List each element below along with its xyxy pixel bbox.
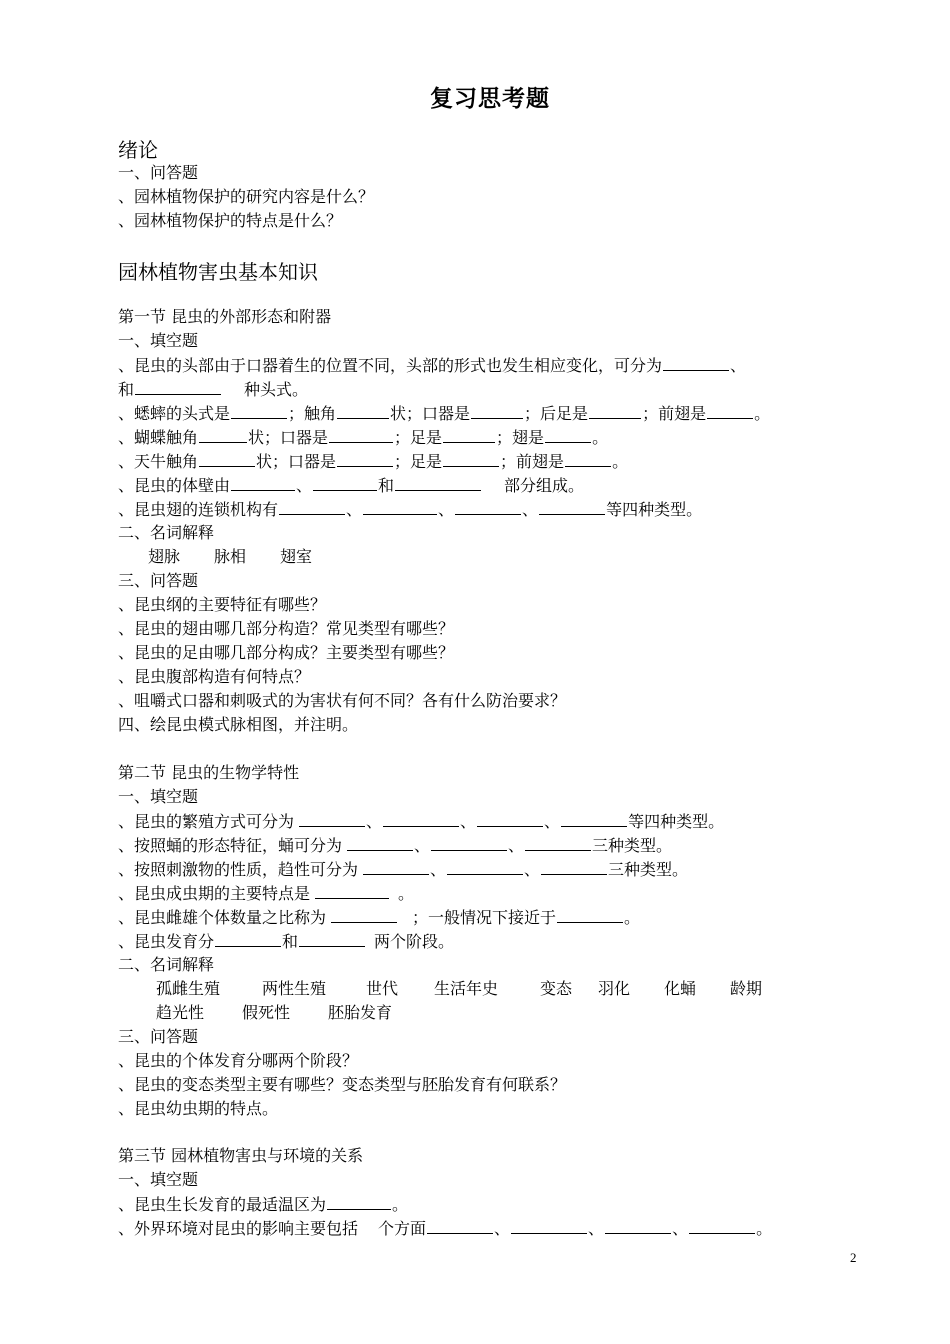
text: 、	[588, 1219, 605, 1238]
s2-question: 、昆虫幼虫期的特点。	[118, 1099, 279, 1118]
text: 、昆虫发育分	[118, 932, 215, 951]
s1-question: 、昆虫的翅由哪几部分构造？常见类型有哪些？	[118, 619, 455, 638]
answer-blank[interactable]	[545, 427, 591, 443]
term: 脉相	[214, 547, 247, 566]
term: 生活年史	[434, 979, 499, 998]
text: ；前翅是	[500, 452, 565, 471]
text: 、	[524, 860, 541, 879]
answer-blank[interactable]	[663, 355, 729, 371]
text: 状；口器是	[390, 404, 471, 423]
answer-blank[interactable]	[231, 403, 287, 419]
s2-fill-2	[118, 835, 672, 856]
text: 两个阶段。	[374, 932, 455, 951]
text: 状；口器是	[248, 428, 329, 447]
answer-blank[interactable]	[215, 931, 281, 947]
term: 胚胎发育	[328, 1003, 393, 1022]
answer-blank[interactable]	[443, 427, 495, 443]
answer-blank[interactable]	[363, 499, 437, 515]
answer-blank[interactable]	[589, 403, 641, 419]
term: 趋光性	[156, 1003, 205, 1022]
s2-fill-4	[118, 883, 414, 904]
text: 。	[612, 452, 629, 471]
term: 翅脉	[148, 547, 181, 566]
answer-blank[interactable]	[363, 859, 429, 875]
text: 。	[592, 428, 609, 447]
s2-terms-row-2	[156, 1003, 392, 1023]
s2-question: 、昆虫的变态类型主要有哪些？变态类型与胚胎发育有何联系？	[118, 1075, 567, 1094]
text: 部分组成。	[504, 476, 585, 495]
term: 孤雌生殖	[156, 979, 221, 998]
text: 。	[624, 908, 641, 927]
term: 翅室	[280, 547, 313, 566]
s3-fill-1	[118, 1194, 408, 1215]
s1-fill-1b	[118, 379, 308, 400]
answer-blank[interactable]	[443, 451, 499, 467]
s1-terms-label: 二、名词解释	[118, 523, 215, 542]
answer-blank[interactable]	[299, 811, 365, 827]
section-2-heading: 第二节 昆虫的生物学特性	[118, 763, 300, 782]
answer-blank[interactable]	[395, 475, 481, 491]
text: 。	[398, 884, 415, 903]
text: ；后足是	[524, 404, 589, 423]
s1-qa-label: 三、问答题	[118, 571, 199, 590]
answer-blank[interactable]	[347, 835, 413, 851]
answer-blank[interactable]	[689, 1218, 755, 1234]
s1-fill-2	[118, 403, 770, 424]
answer-blank[interactable]	[557, 907, 623, 923]
page-title: 复习思考题	[430, 86, 550, 112]
s2-terms-label: 二、名词解释	[118, 955, 215, 974]
text: 、按照刺激物的性质，趋性可分为	[118, 860, 359, 879]
answer-blank[interactable]	[565, 451, 611, 467]
s1-fill-1a	[118, 355, 746, 376]
text: ；翅是	[496, 428, 545, 447]
answer-blank[interactable]	[427, 1218, 493, 1234]
chapter-heading: 园林植物害虫基本知识	[118, 260, 318, 284]
text: 、蝴蝶触角	[118, 428, 199, 447]
text: 三种类型。	[592, 836, 673, 855]
answer-blank[interactable]	[199, 427, 247, 443]
answer-blank[interactable]	[541, 859, 607, 875]
text: ；足是	[394, 428, 443, 447]
text: 、昆虫生长发育的最适温区为	[118, 1195, 327, 1214]
text: 、昆虫成虫期的主要特点是	[118, 884, 311, 903]
text: 、	[508, 836, 525, 855]
s1-question: 、咀嚼式口器和刺吸式的为害状有何不同？各有什么防治要求？	[118, 691, 567, 710]
term: 羽化	[598, 979, 631, 998]
s1-draw-task: 四、绘昆虫模式脉相图，并注明。	[118, 715, 359, 734]
text: 、昆虫雌雄个体数量之比称为	[118, 908, 327, 927]
answer-blank[interactable]	[561, 811, 627, 827]
text: 、	[430, 860, 447, 879]
text: 状；口器是	[256, 452, 337, 471]
answer-blank[interactable]	[471, 403, 523, 419]
term: 两性生殖	[262, 979, 327, 998]
s1-fill-3	[118, 427, 608, 448]
s1-fill-4	[118, 451, 628, 472]
answer-blank[interactable]	[331, 907, 397, 923]
s1-question: 、昆虫的足由哪几部分构成？主要类型有哪些？	[118, 643, 455, 662]
s3-fill-2	[118, 1218, 772, 1239]
text: 。	[754, 404, 771, 423]
answer-blank[interactable]	[199, 451, 255, 467]
text: 、	[438, 500, 455, 519]
text: 种头式。	[244, 380, 309, 399]
text: 、	[296, 476, 313, 495]
intro-question-2: 、园林植物保护的特点是什么？	[118, 211, 343, 230]
s1-terms	[148, 547, 312, 567]
text: 、昆虫的头部由于口器着生的位置不同，头部的形式也发生相应变化，可分为	[118, 356, 663, 375]
intro-heading: 绪论	[118, 138, 158, 162]
s1-fill-6	[118, 499, 702, 520]
text: 、	[346, 500, 363, 519]
answer-blank[interactable]	[431, 835, 507, 851]
term: 化蛹	[664, 979, 697, 998]
answer-blank[interactable]	[511, 1218, 587, 1234]
text: ；一般情况下接近于	[412, 908, 557, 927]
text: 、	[460, 812, 477, 831]
answer-blank[interactable]	[539, 499, 605, 515]
s2-terms-row-1	[156, 979, 762, 999]
s1-question: 、昆虫腹部构造有何特点？	[118, 667, 311, 686]
answer-blank[interactable]	[329, 427, 393, 443]
page-number: 2	[850, 1250, 857, 1265]
intro-qa-label: 一、问答题	[118, 163, 199, 182]
s3-fill-label: 一、填空题	[118, 1170, 199, 1189]
s2-fill-3	[118, 859, 688, 880]
text: 、	[730, 356, 747, 375]
answer-blank[interactable]	[231, 475, 295, 491]
s2-fill-1	[118, 811, 724, 832]
text: 、	[494, 1219, 511, 1238]
text: 和	[118, 380, 135, 399]
text: 、	[414, 836, 431, 855]
s1-fill-label: 一、填空题	[118, 331, 199, 350]
text: 、	[672, 1219, 689, 1238]
answer-blank[interactable]	[313, 475, 377, 491]
answer-blank[interactable]	[327, 1194, 391, 1210]
text: 三种类型。	[608, 860, 689, 879]
answer-blank[interactable]	[455, 499, 521, 515]
answer-blank[interactable]	[707, 403, 753, 419]
text: 个方面	[378, 1219, 427, 1238]
text: 和	[282, 932, 299, 951]
text: 、	[544, 812, 561, 831]
term: 龄期	[730, 979, 763, 998]
section-3-heading: 第三节 园林植物害虫与环境的关系	[118, 1146, 364, 1165]
section-1-heading: 第一节 昆虫的外部形态和附器	[118, 307, 332, 326]
answer-blank[interactable]	[135, 379, 221, 395]
text: 。	[392, 1195, 409, 1214]
text: 、外界环境对昆虫的影响主要包括	[118, 1219, 359, 1238]
text: 、	[366, 812, 383, 831]
s2-fill-6	[118, 931, 454, 952]
answer-blank[interactable]	[605, 1218, 671, 1234]
answer-blank[interactable]	[315, 883, 389, 899]
text: 、昆虫翅的连锁机构有	[118, 500, 279, 519]
text: ；足是	[394, 452, 443, 471]
answer-blank[interactable]	[337, 403, 389, 419]
answer-blank[interactable]	[447, 859, 523, 875]
text: 、按照蛹的形态特征，蛹可分为	[118, 836, 343, 855]
intro-question-1: 、园林植物保护的研究内容是什么？	[118, 187, 375, 206]
term: 假死性	[242, 1003, 291, 1022]
text: ；触角	[288, 404, 337, 423]
text: 、	[522, 500, 539, 519]
s2-question: 、昆虫的个体发育分哪两个阶段？	[118, 1051, 359, 1070]
text: 、天牛触角	[118, 452, 199, 471]
text: 、昆虫的体壁由	[118, 476, 231, 495]
term: 变态	[540, 979, 573, 998]
answer-blank[interactable]	[279, 499, 345, 515]
text: ；前翅是	[642, 404, 707, 423]
term: 世代	[366, 979, 399, 998]
text: 。	[756, 1219, 773, 1238]
answer-blank[interactable]	[337, 451, 393, 467]
text: 等四种类型。	[628, 812, 725, 831]
answer-blank[interactable]	[383, 811, 459, 827]
text: 和	[378, 476, 395, 495]
s2-qa-label: 三、问答题	[118, 1027, 199, 1046]
answer-blank[interactable]	[525, 835, 591, 851]
text: 、蟋蟀的头式是	[118, 404, 231, 423]
answer-blank[interactable]	[477, 811, 543, 827]
s2-fill-label: 一、填空题	[118, 787, 199, 806]
answer-blank[interactable]	[299, 931, 365, 947]
s1-question: 、昆虫纲的主要特征有哪些？	[118, 595, 327, 614]
s2-fill-5	[118, 907, 640, 928]
text: 、昆虫的繁殖方式可分为	[118, 812, 295, 831]
text: 等四种类型。	[606, 500, 703, 519]
s1-fill-5	[118, 475, 584, 496]
